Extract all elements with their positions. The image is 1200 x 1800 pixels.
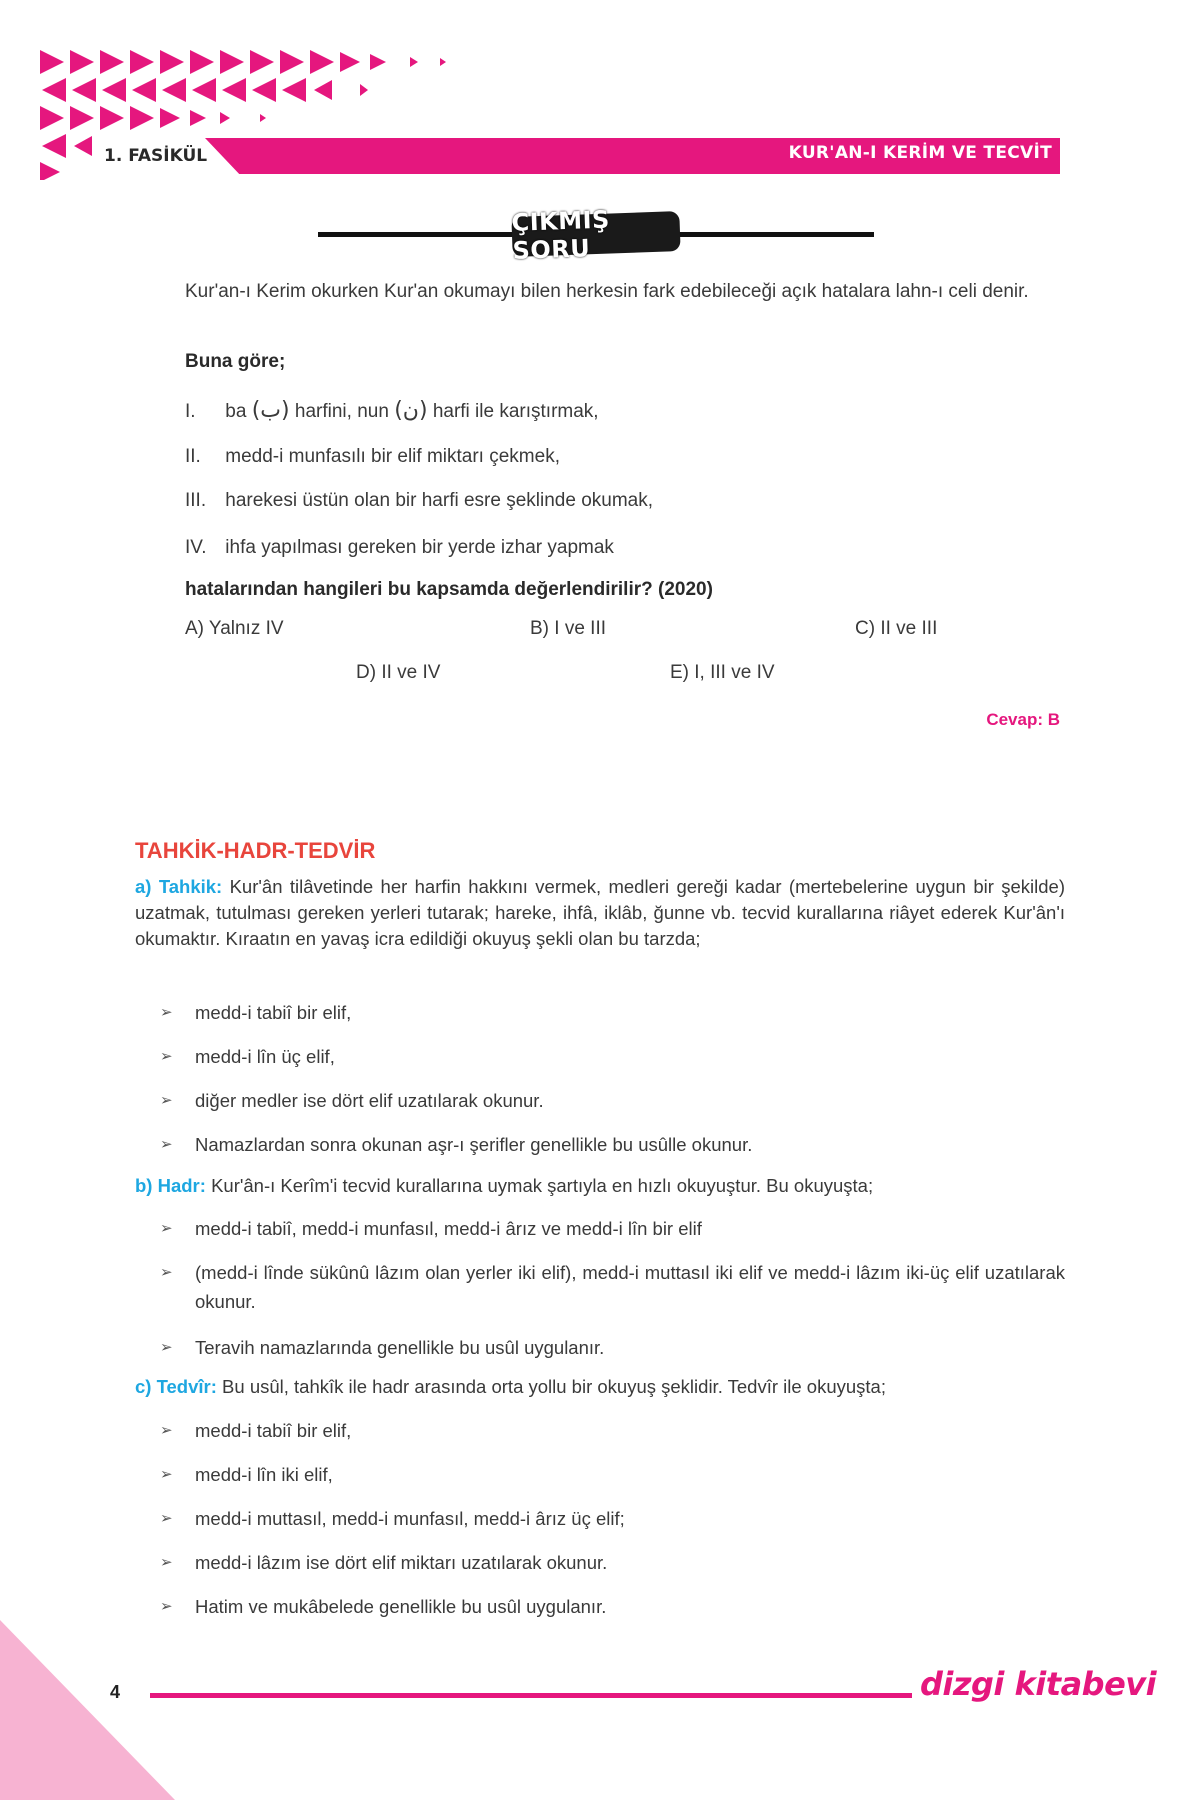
tahkik-label: a) Tahkik: (135, 876, 223, 897)
arrow-bullet-icon: ➢ (160, 1136, 173, 1153)
bullet-text: Hatim ve mukâbelede genellikle bu usûl uygulanır. (195, 1596, 607, 1617)
corner-triangle-decoration (0, 1620, 175, 1800)
bullet-text: medd-i lîn üç elif, (195, 1046, 335, 1067)
arrow-bullet-icon: ➢ (160, 1598, 173, 1615)
option-d[interactable]: D) II ve IV (356, 662, 441, 683)
bullet-text: medd-i tabiî bir elif, (195, 1420, 352, 1441)
item-number: I. (185, 401, 196, 422)
arabic-ba-letter: (ب) (251, 398, 290, 423)
option-b[interactable]: B) I ve III (530, 618, 607, 639)
arrow-bullet-icon: ➢ (160, 1264, 173, 1281)
bullet-text: Namazlardan sonra okunan aşr-ı şerifler genellikle bu usûlle okunur. (195, 1134, 753, 1155)
item-number: II. (185, 446, 201, 467)
bullet-text: medd-i tabiî bir elif, (195, 1002, 352, 1023)
arrow-bullet-icon: ➢ (160, 1422, 173, 1439)
arrow-bullet-icon: ➢ (160, 1554, 173, 1571)
tedvir-paragraph (135, 1374, 1065, 1400)
item-text: harekesi üstün olan bir harfi esre şeklinde okumak, (225, 490, 654, 511)
list-item (160, 1258, 1065, 1316)
arrow-bullet-icon: ➢ (160, 1220, 173, 1237)
question-stem: hatalarından hangileri bu kapsamda değerlendirilir? (2020) (185, 579, 713, 600)
footer-line (150, 1693, 912, 1698)
arrow-bullet-icon: ➢ (160, 1092, 173, 1109)
hadr-paragraph (135, 1173, 1065, 1199)
bullet-text: medd-i lîn iki elif, (195, 1464, 333, 1485)
badge-line-left (318, 232, 518, 237)
bullet-text: Teravih namazlarında genellikle bu usûl uygulanır. (195, 1337, 605, 1358)
section-title: TAHKİK-HADR-TEDVİR (135, 838, 376, 863)
option-a[interactable]: A) Yalnız IV (185, 618, 284, 639)
list-item (160, 1042, 1065, 1071)
list-item (160, 1548, 1065, 1577)
tedvir-label: c) Tedvîr: (135, 1376, 217, 1397)
tahkik-paragraph (135, 874, 1065, 952)
cikmis-soru-badge: ÇIKMIŞ SORU (511, 211, 680, 257)
question-item-2 (185, 446, 560, 468)
bullet-text: diğer medler ise dört elif uzatılarak okunur. (195, 1090, 544, 1111)
item-text-a: ba (225, 401, 247, 422)
question-lead: Buna göre; (185, 351, 286, 372)
bullet-text: (medd-i lînde sükûnû lâzım olan yerler iki elif), medd-i muttasıl iki elif ve medd-i lâzım iki-üç elif uzatılarak okunur. (195, 1262, 1065, 1312)
tedvir-text: Bu usûl, tahkîk ile hadr arasında orta yollu bir okuyuş şeklidir. Tedvîr ile okuyuşta; (222, 1376, 886, 1397)
item-text: medd-i munfasılı bir elif miktarı çekmek, (225, 446, 560, 467)
publisher-logo: dizgi kitabevi (920, 1665, 1157, 1703)
tahkik-text: Kur'ân tilâvetinde her harfin hakkını vermek, medleri gereği kadar (mertebelerine uygun bir şekilde) uzatmak, tutulması gereken yerleri tutarak; hareke, ihfâ, iklâb, ğunne vb. tecvid kurallarına riâyet ederek Kur'ân'ı okumaktır. Kıraatın en yavaş icra edildiği okuyuş şekli olan bu tarzda; (135, 876, 1066, 949)
question-item-3 (185, 490, 653, 512)
item-number: III. (185, 490, 207, 511)
hadr-label: b) Hadr: (135, 1175, 206, 1196)
question-item-4 (185, 537, 614, 559)
arabic-nun-letter: (ن) (394, 398, 428, 423)
list-item (160, 1086, 1065, 1115)
arrow-bullet-icon: ➢ (160, 1004, 173, 1021)
header-subject: KUR'AN-I KERİM VE TECVİT (788, 143, 1052, 163)
list-item (160, 1416, 1065, 1445)
list-item (160, 1214, 1065, 1243)
bullet-text: medd-i lâzım ise dört elif miktarı uzatılarak okunur. (195, 1552, 608, 1573)
option-e[interactable]: E) I, III ve IV (670, 662, 775, 683)
item-text-c: harfi ile karıştırmak, (432, 401, 599, 422)
bullet-text: medd-i tabiî, medd-i munfasıl, medd-i ârız ve medd-i lîn bir elif (195, 1218, 702, 1239)
question-intro: Kur'an-ı Kerim okurken Kur'an okumayı bilen herkesin fark edebileceği açık hatalara lahn-ı celi denir. (185, 281, 1029, 302)
item-text-b: harfini, nun (294, 401, 389, 422)
list-item (160, 1333, 1065, 1362)
list-item (160, 1592, 1065, 1621)
list-item (160, 1460, 1065, 1489)
page-number: 4 (110, 1682, 121, 1702)
arrow-bullet-icon: ➢ (160, 1048, 173, 1065)
list-item (160, 1504, 1065, 1533)
option-c[interactable]: C) II ve III (855, 618, 938, 639)
arrow-bullet-icon: ➢ (160, 1339, 173, 1356)
question-item-1 (185, 398, 599, 423)
arrow-bullet-icon: ➢ (160, 1510, 173, 1527)
header-fasikul: 1. FASİKÜL (104, 146, 208, 166)
bullet-text: medd-i muttasıl, medd-i munfasıl, medd-i ârız üç elif; (195, 1508, 625, 1529)
answer-label: Cevap: B (986, 710, 1060, 729)
badge-line-right (674, 232, 874, 237)
item-number: IV. (185, 537, 207, 558)
hadr-text: Kur'ân-ı Kerîm'i tecvid kurallarına uymak şartıyla en hızlı okuyuştur. Bu okuyuşta; (211, 1175, 874, 1196)
arrow-bullet-icon: ➢ (160, 1466, 173, 1483)
list-item (160, 1130, 1065, 1159)
list-item (160, 998, 1065, 1027)
item-text: ihfa yapılması gereken bir yerde izhar yapmak (225, 537, 614, 558)
